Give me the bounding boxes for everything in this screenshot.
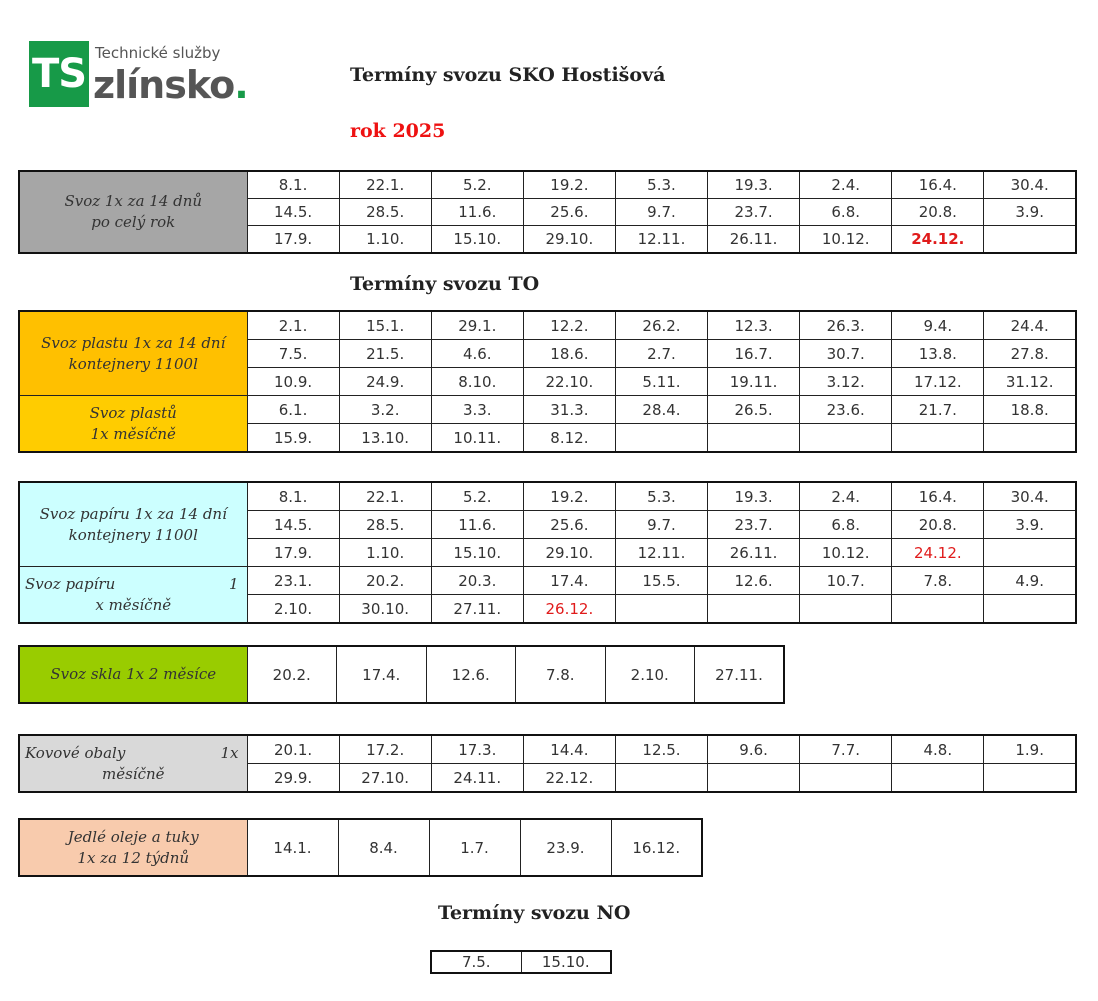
date-cell: 1.10. bbox=[339, 539, 431, 567]
date-cell: 12.11. bbox=[615, 226, 707, 254]
date-cell: 30.4. bbox=[984, 482, 1076, 511]
date-cell: 14.5. bbox=[247, 199, 339, 226]
date-cell: 6.8. bbox=[800, 199, 892, 226]
date-cell: 26.11. bbox=[708, 226, 800, 254]
date-cell: 22.12. bbox=[523, 764, 615, 793]
date-cell: 27.11. bbox=[431, 595, 523, 624]
no-title: Termíny svozu NO bbox=[438, 902, 631, 924]
date-cell: 18.6. bbox=[523, 340, 615, 368]
date-cell: 7.7. bbox=[800, 735, 892, 764]
date-cell: 16.4. bbox=[892, 482, 984, 511]
date-cell: 17.4. bbox=[523, 567, 615, 595]
date-cell: 15.10. bbox=[431, 539, 523, 567]
table-row bbox=[19, 171, 1076, 199]
date-cell: 7.8. bbox=[516, 646, 606, 703]
date-cell: 5.11. bbox=[615, 368, 707, 396]
oleje-schedule-table bbox=[18, 818, 703, 877]
logo-line2 bbox=[93, 63, 248, 107]
date-cell: 4.8. bbox=[892, 735, 984, 764]
date-cell: 9.6. bbox=[708, 735, 800, 764]
kov-label-line bbox=[20, 743, 247, 764]
papir14-label-line: kontejnery 1100l bbox=[68, 525, 198, 544]
date-cell: 23.7. bbox=[708, 511, 800, 539]
sko-schedule-table bbox=[18, 170, 1077, 254]
date-cell: 15.9. bbox=[247, 424, 339, 453]
date-cell: 20.8. bbox=[892, 199, 984, 226]
date-cell: 17.12. bbox=[892, 368, 984, 396]
date-cell: 1.9. bbox=[984, 735, 1076, 764]
date-cell: 12.6. bbox=[426, 646, 516, 703]
date-cell: 24.11. bbox=[431, 764, 523, 793]
date-cell: 15.1. bbox=[339, 311, 431, 340]
date-cell: 10.12. bbox=[800, 539, 892, 567]
date-cell: 12.11. bbox=[615, 539, 707, 567]
date-cell: 9.7. bbox=[615, 199, 707, 226]
date-cell: 21.5. bbox=[339, 340, 431, 368]
papir_month-label-line: x měsíčně bbox=[95, 595, 172, 614]
date-cell: 5.3. bbox=[615, 482, 707, 511]
date-cell: 7.5. bbox=[247, 340, 339, 368]
date-cell: 20.8. bbox=[892, 511, 984, 539]
date-cell: 13.10. bbox=[339, 424, 431, 453]
logo-dot: . bbox=[234, 63, 248, 107]
date-cell: 4.9. bbox=[984, 567, 1076, 595]
table-row bbox=[19, 396, 1076, 424]
date-cell: 2.4. bbox=[800, 482, 892, 511]
page-title: Termíny svozu SKO Hostišová bbox=[350, 64, 666, 86]
date-cell: 12.3. bbox=[708, 311, 800, 340]
date-cell: 17.3. bbox=[431, 735, 523, 764]
date-cell: 27.8. bbox=[984, 340, 1076, 368]
date-cell: 17.9. bbox=[247, 226, 339, 254]
date-cell: 2.7. bbox=[615, 340, 707, 368]
date-cell: 2.10. bbox=[605, 646, 695, 703]
date-cell: 11.6. bbox=[431, 199, 523, 226]
sklo-label-line: Svoz skla 1x 2 měsíce bbox=[50, 665, 217, 683]
date-cell: 28.5. bbox=[339, 511, 431, 539]
date-cell: 20.2. bbox=[339, 567, 431, 595]
date-cell: 23.9. bbox=[520, 819, 611, 876]
logo bbox=[29, 41, 259, 107]
date-cell bbox=[892, 424, 984, 453]
plast_month-label-line: Svoz plastů bbox=[89, 403, 177, 422]
date-cell: 17.9. bbox=[247, 539, 339, 567]
date-cell: 20.2. bbox=[247, 646, 337, 703]
logo-mark: TS bbox=[29, 41, 89, 107]
date-cell: 3.9. bbox=[984, 199, 1076, 226]
kov-label bbox=[19, 735, 247, 792]
date-cell: 1.10. bbox=[339, 226, 431, 254]
date-cell: 12.6. bbox=[708, 567, 800, 595]
date-cell: 5.3. bbox=[615, 171, 707, 199]
date-cell: 10.9. bbox=[247, 368, 339, 396]
date-cell: 8.10. bbox=[431, 368, 523, 396]
date-cell: 29.1. bbox=[431, 311, 523, 340]
plast14-label-line: kontejnery 1100l bbox=[68, 354, 198, 373]
date-cell bbox=[984, 226, 1076, 254]
date-cell: 8.12. bbox=[523, 424, 615, 453]
date-cell: 8.1. bbox=[247, 482, 339, 511]
sklo-label bbox=[19, 646, 247, 703]
kov-label-left: Kovové obaly bbox=[25, 743, 126, 762]
date-cell bbox=[984, 539, 1076, 567]
date-cell: 9.4. bbox=[892, 311, 984, 340]
papir-schedule-table bbox=[18, 481, 1077, 624]
date-cell: 15.10. bbox=[521, 951, 611, 973]
date-cell: 29.10. bbox=[523, 226, 615, 254]
date-cell: 27.10. bbox=[339, 764, 431, 793]
date-cell bbox=[984, 595, 1076, 624]
date-cell bbox=[892, 595, 984, 624]
date-cell: 6.1. bbox=[247, 396, 339, 424]
date-cell: 26.12. bbox=[523, 595, 615, 624]
no-schedule-table bbox=[430, 950, 612, 974]
date-cell: 19.3. bbox=[708, 482, 800, 511]
date-cell bbox=[708, 424, 800, 453]
date-cell: 29.9. bbox=[247, 764, 339, 793]
date-cell: 26.11. bbox=[708, 539, 800, 567]
date-cell: 23.1. bbox=[247, 567, 339, 595]
date-cell: 19.3. bbox=[708, 171, 800, 199]
date-cell: 17.2. bbox=[339, 735, 431, 764]
date-cell: 4.6. bbox=[431, 340, 523, 368]
date-cell: 21.7. bbox=[892, 396, 984, 424]
date-cell: 15.10. bbox=[431, 226, 523, 254]
date-cell: 30.10. bbox=[339, 595, 431, 624]
date-cell: 30.7. bbox=[800, 340, 892, 368]
date-cell: 16.7. bbox=[708, 340, 800, 368]
date-cell: 24.9. bbox=[339, 368, 431, 396]
plast_month-label bbox=[19, 396, 247, 453]
date-cell: 10.11. bbox=[431, 424, 523, 453]
papir14-label-line: Svoz papíru 1x za 14 dní bbox=[39, 504, 227, 523]
date-cell: 3.3. bbox=[431, 396, 523, 424]
date-cell: 2.4. bbox=[800, 171, 892, 199]
date-cell bbox=[800, 424, 892, 453]
date-cell bbox=[615, 424, 707, 453]
date-cell: 28.4. bbox=[615, 396, 707, 424]
date-cell bbox=[708, 595, 800, 624]
date-cell: 10.7. bbox=[800, 567, 892, 595]
date-cell: 20.1. bbox=[247, 735, 339, 764]
oleje-label bbox=[19, 819, 247, 876]
kov-schedule-table bbox=[18, 734, 1077, 793]
date-cell: 27.11. bbox=[695, 646, 785, 703]
date-cell: 25.6. bbox=[523, 511, 615, 539]
date-cell: 3.9. bbox=[984, 511, 1076, 539]
plast14-label bbox=[19, 311, 247, 396]
date-cell: 8.4. bbox=[338, 819, 429, 876]
papir_month-label bbox=[19, 567, 247, 624]
date-cell: 31.3. bbox=[523, 396, 615, 424]
date-cell: 14.5. bbox=[247, 511, 339, 539]
date-cell bbox=[800, 764, 892, 793]
sklo-schedule-table bbox=[18, 645, 785, 704]
table-row bbox=[19, 482, 1076, 511]
table-row bbox=[19, 735, 1076, 764]
date-cell: 15.5. bbox=[615, 567, 707, 595]
plast_month-label-line: 1x měsíčně bbox=[90, 424, 176, 443]
plast14-label-line: Svoz plastu 1x za 14 dní bbox=[41, 333, 226, 352]
date-cell: 26.5. bbox=[708, 396, 800, 424]
sko-label-line: Svoz 1x za 14 dnů bbox=[64, 192, 203, 210]
date-cell: 19.2. bbox=[523, 482, 615, 511]
date-cell: 14.1. bbox=[247, 819, 338, 876]
date-cell: 6.8. bbox=[800, 511, 892, 539]
date-cell: 12.2. bbox=[523, 311, 615, 340]
date-cell bbox=[984, 424, 1076, 453]
logo-line1: Technické služby bbox=[95, 44, 221, 62]
date-cell bbox=[800, 595, 892, 624]
oleje-label-line: 1x za 12 týdnů bbox=[77, 848, 190, 867]
plast-schedule-table bbox=[18, 310, 1077, 453]
date-cell: 30.4. bbox=[984, 171, 1076, 199]
date-cell: 1.7. bbox=[429, 819, 520, 876]
date-cell: 14.4. bbox=[523, 735, 615, 764]
table-row bbox=[19, 819, 702, 876]
date-cell: 25.6. bbox=[523, 199, 615, 226]
date-cell: 26.3. bbox=[800, 311, 892, 340]
date-cell: 3.2. bbox=[339, 396, 431, 424]
date-cell: 29.10. bbox=[523, 539, 615, 567]
date-cell: 5.2. bbox=[431, 171, 523, 199]
date-cell: 22.1. bbox=[339, 482, 431, 511]
papir14-label bbox=[19, 482, 247, 567]
date-cell: 24.12. bbox=[892, 539, 984, 567]
date-cell: 24.4. bbox=[984, 311, 1076, 340]
date-cell: 24.12. bbox=[892, 226, 984, 254]
date-cell: 31.12. bbox=[984, 368, 1076, 396]
kov-label-right: 1x bbox=[220, 743, 239, 762]
date-cell: 16.12. bbox=[611, 819, 702, 876]
date-cell: 19.11. bbox=[708, 368, 800, 396]
date-cell: 13.8. bbox=[892, 340, 984, 368]
date-cell: 28.5. bbox=[339, 199, 431, 226]
date-cell bbox=[984, 764, 1076, 793]
date-cell: 7.5. bbox=[431, 951, 521, 973]
date-cell: 5.2. bbox=[431, 482, 523, 511]
date-cell bbox=[615, 595, 707, 624]
date-cell bbox=[615, 764, 707, 793]
date-cell: 9.7. bbox=[615, 511, 707, 539]
table-row bbox=[431, 951, 611, 973]
date-cell: 23.7. bbox=[708, 199, 800, 226]
papir_month-label-left: Svoz papíru bbox=[25, 574, 116, 593]
date-cell: 18.8. bbox=[984, 396, 1076, 424]
sko-label bbox=[19, 171, 247, 253]
table-row bbox=[19, 311, 1076, 340]
papir_month-label-line bbox=[20, 574, 247, 595]
date-cell: 26.2. bbox=[615, 311, 707, 340]
year-label: rok 2025 bbox=[350, 120, 446, 142]
date-cell: 22.10. bbox=[523, 368, 615, 396]
date-cell: 19.2. bbox=[523, 171, 615, 199]
date-cell: 7.8. bbox=[892, 567, 984, 595]
date-cell: 12.5. bbox=[615, 735, 707, 764]
date-cell: 22.1. bbox=[339, 171, 431, 199]
kov-label-line: měsíčně bbox=[101, 764, 165, 783]
date-cell: 17.4. bbox=[337, 646, 427, 703]
date-cell bbox=[708, 764, 800, 793]
papir_month-label-right: 1 bbox=[228, 574, 239, 593]
date-cell: 3.12. bbox=[800, 368, 892, 396]
oleje-label-line: Jedlé oleje a tuky bbox=[67, 827, 199, 846]
date-cell: 10.12. bbox=[800, 226, 892, 254]
date-cell: 16.4. bbox=[892, 171, 984, 199]
logo-line2-text: zlínsko bbox=[93, 63, 235, 107]
date-cell: 2.10. bbox=[247, 595, 339, 624]
sko-label-line: po celý rok bbox=[91, 213, 176, 231]
date-cell: 23.6. bbox=[800, 396, 892, 424]
date-cell: 2.1. bbox=[247, 311, 339, 340]
date-cell: 8.1. bbox=[247, 171, 339, 199]
date-cell bbox=[892, 764, 984, 793]
date-cell: 20.3. bbox=[431, 567, 523, 595]
date-cell: 11.6. bbox=[431, 511, 523, 539]
to-title: Termíny svozu TO bbox=[350, 273, 540, 295]
table-row bbox=[19, 646, 784, 703]
table-row bbox=[19, 567, 1076, 595]
